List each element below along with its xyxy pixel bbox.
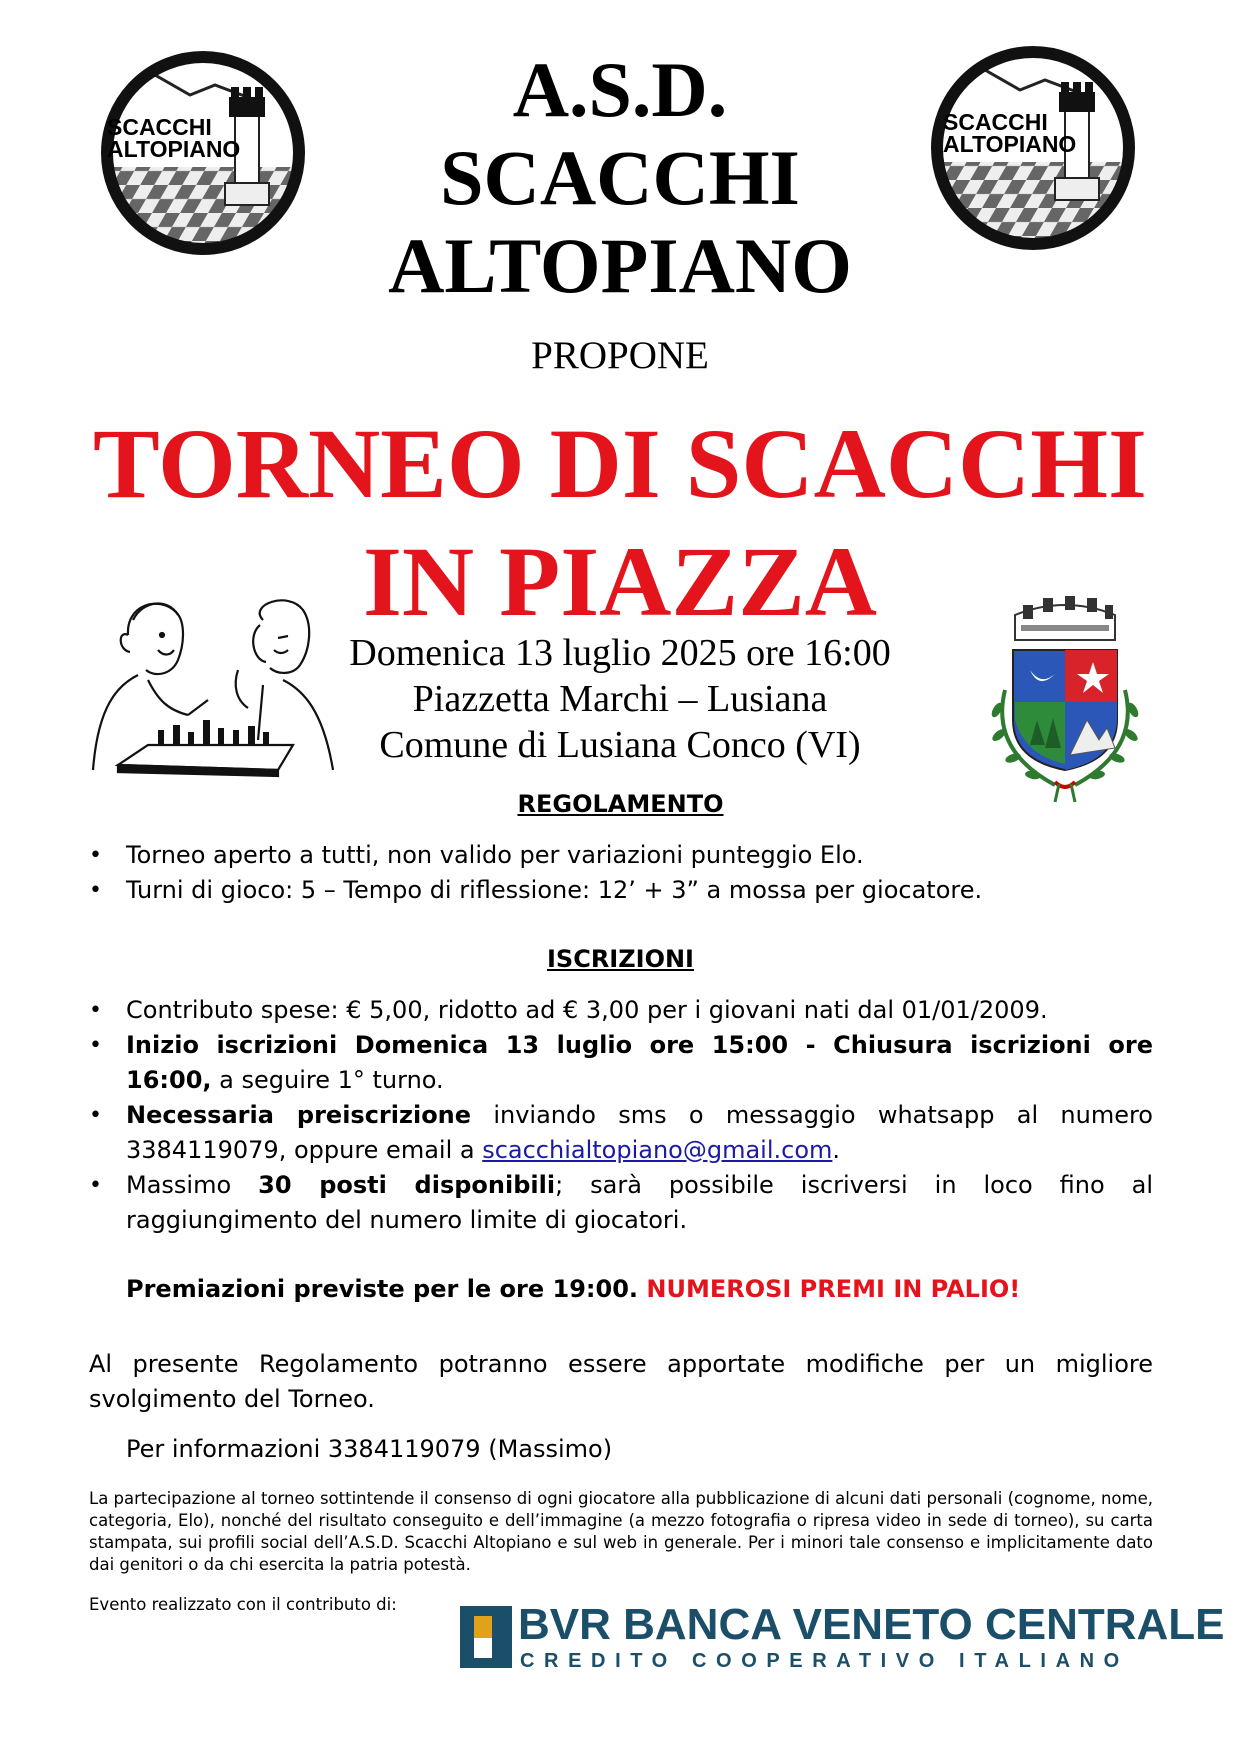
premiazioni-text: Premiazioni previste per le ore 19:00. bbox=[126, 1275, 639, 1303]
club-title-line3: ALTOPIANO bbox=[388, 222, 852, 309]
coat-of-arms bbox=[975, 570, 1155, 810]
iscrizioni-list bbox=[89, 993, 1153, 1238]
iscrizioni-item-preiscrizione bbox=[89, 1098, 1153, 1168]
posti-bold: 30 posti disponibili bbox=[258, 1171, 556, 1199]
propone-label: PROPONE bbox=[531, 334, 709, 377]
club-logo-left bbox=[95, 45, 315, 260]
preiscrizione-rest: inviando sms o messaggio whatsapp al numero 3384119079, oppure email a bbox=[126, 1101, 1153, 1164]
logo-text-line2-right: ALTOPIANO bbox=[943, 131, 1077, 157]
club-logo-right bbox=[925, 40, 1145, 255]
event-title-line1: TORNEO DI SCACCHI bbox=[93, 408, 1147, 519]
iscrizioni-item-posti bbox=[89, 1168, 1153, 1238]
sponsor-label: Evento realizzato con il contributo di: bbox=[89, 1595, 397, 1614]
club-title-line1: A.S.D. bbox=[512, 46, 728, 133]
regolamento-note: Al presente Regolamento potranno essere apportate modifiche per un migliore svolgimento del Torneo. bbox=[89, 1350, 1153, 1413]
club-title-line2: SCACCHI bbox=[440, 134, 800, 221]
event-place: Piazzetta Marchi – Lusiana bbox=[412, 678, 828, 720]
iscrizioni-title: ISCRIZIONI bbox=[547, 945, 694, 973]
iscrizioni-item-contributo: • Contributo spese: € 5,00, ridotto ad € 3,00 per i giovani nati dal 01/01/2009. bbox=[89, 993, 1153, 1028]
info-contact: Per informazioni 3384119079 (Massimo) bbox=[126, 1435, 613, 1463]
event-title-line2: IN PIAZZA bbox=[363, 526, 877, 637]
preiscrizione-bold: Necessaria preiscrizione bbox=[126, 1101, 472, 1129]
posti-rest: ; sarà possibile iscriversi in loco fino al raggiungimento del numero limite di giocatori. bbox=[126, 1171, 1154, 1234]
posti-start: Massimo bbox=[126, 1171, 259, 1199]
regolamento-list bbox=[89, 838, 1153, 908]
privacy-notice: La partecipazione al torneo sottintende il consenso di ogni giocatore alla pubblicazione di alcuni dati personali (cognome, nome, categoria, Elo), nonché del risultato conseguito e dell’immagine (a mezzo fotografia o ripresa video in sede di torneo), su carta stampata, sui profili social dell’A.S.D. Scacchi Altopiano e sul web in generale. Per i minori tale consenso e implicitamente dato dai genitori o da chi esercita la patria potestà. bbox=[89, 1489, 1153, 1574]
email-link[interactable]: scacchialtopiano@gmail.com bbox=[482, 1136, 833, 1164]
iscrizioni-item-orari bbox=[89, 1028, 1153, 1098]
bank-logo-icon bbox=[460, 1606, 512, 1668]
bank-name: BVR BANCA VENETO CENTRALE bbox=[518, 1600, 1225, 1649]
regolamento-title: REGOLAMENTO bbox=[517, 790, 724, 818]
club-title bbox=[330, 46, 910, 310]
logo-text-line2: ALTOPIANO bbox=[107, 136, 241, 162]
premiazioni bbox=[126, 1275, 1126, 1303]
event-municipality: Comune di Lusiana Conco (VI) bbox=[379, 724, 861, 766]
bank-subtitle: CREDITO COOPERATIVO ITALIANO bbox=[520, 1650, 1129, 1672]
logo-text-line1-right: SCACCHI bbox=[943, 109, 1048, 135]
logo-text-line1: SCACCHI bbox=[107, 114, 212, 140]
iscrizioni-orari-rest: a seguire 1° turno. bbox=[211, 1066, 444, 1094]
premiazioni-highlight: NUMEROSI PREMI IN PALIO! bbox=[646, 1275, 1021, 1303]
iscrizioni-orari-bold: Inizio iscrizioni Domenica 13 luglio ore 15:00 - Chiusura iscrizioni ore 16:00, bbox=[126, 1031, 1153, 1094]
event-info bbox=[300, 630, 940, 768]
regolamento-item: • Torneo aperto a tutti, non valido per variazioni punteggio Elo. bbox=[89, 838, 1153, 873]
event-date: Domenica 13 luglio 2025 ore 16:00 bbox=[349, 632, 891, 674]
regolamento-item: • Turni di gioco: 5 – Tempo di riflessione: 12’ + 3” a mossa per giocatore. bbox=[89, 873, 1153, 908]
preiscrizione-end: . bbox=[832, 1136, 841, 1164]
